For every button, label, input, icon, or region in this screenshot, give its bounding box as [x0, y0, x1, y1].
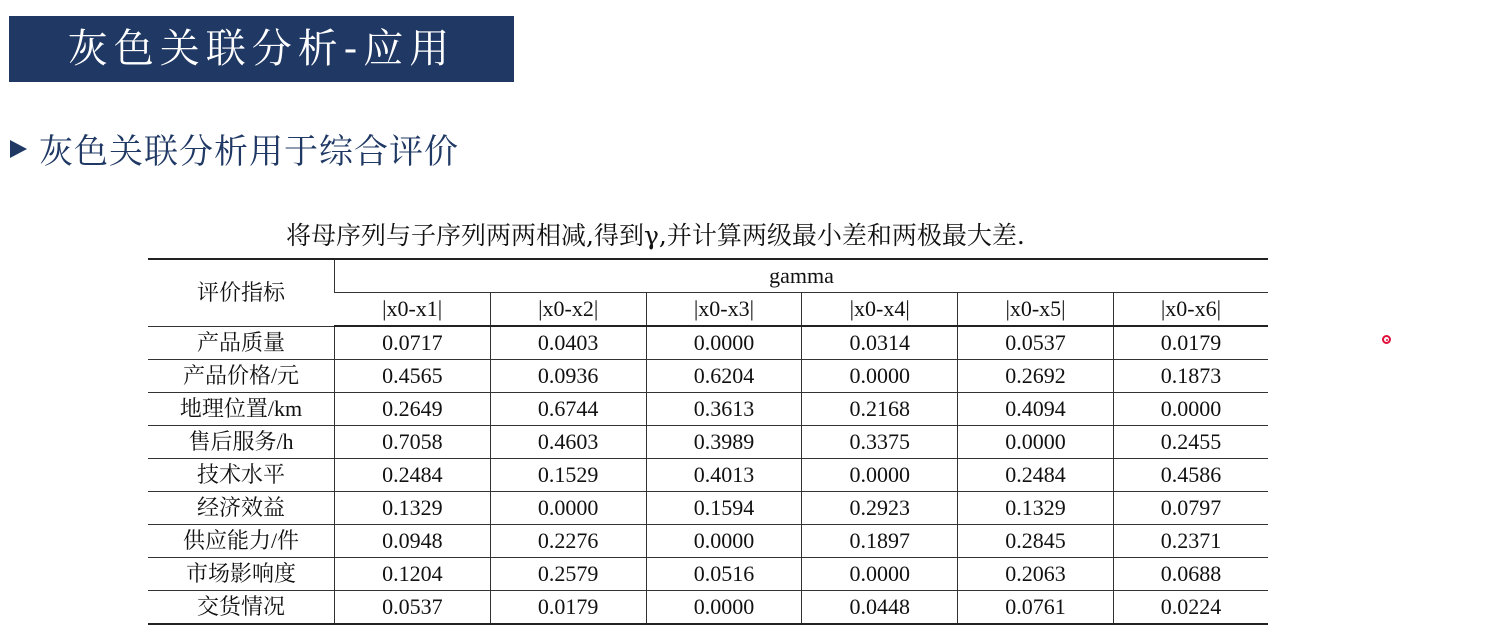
- table-cell: 0.4013: [646, 459, 802, 492]
- table-row: [148, 558, 1268, 591]
- table-row: [148, 326, 1268, 360]
- table-cell: 0.0516: [646, 558, 802, 591]
- column-header: |x0-x3|: [646, 293, 802, 327]
- table-cell: 0.1897: [802, 525, 958, 558]
- table-cell: 0.0537: [958, 326, 1114, 360]
- row-label: 售后服务/h: [148, 426, 335, 459]
- row-label: 供应能力/件: [148, 525, 335, 558]
- table-cell: 0.0717: [335, 326, 491, 360]
- table-cell: 0.7058: [335, 426, 491, 459]
- column-header: |x0-x1|: [335, 293, 491, 327]
- cursor-dot-icon: [1382, 335, 1391, 344]
- table-row: [148, 360, 1268, 393]
- table-cell: 0.0000: [646, 591, 802, 625]
- slide-title: 灰色关联分析-应用: [67, 26, 456, 72]
- table-body: [148, 326, 1268, 624]
- title-banner: [9, 16, 514, 82]
- section-heading: [10, 126, 459, 170]
- table-cell: 0.0179: [490, 591, 646, 625]
- table-cell: 0.2692: [958, 360, 1114, 393]
- table-row: [148, 426, 1268, 459]
- table-cell: 0.0000: [802, 558, 958, 591]
- table-cell: 0.2923: [802, 492, 958, 525]
- table-cell: 0.1873: [1113, 360, 1268, 393]
- table-cell: 0.0179: [1113, 326, 1268, 360]
- table-row: [148, 525, 1268, 558]
- table-cell: 0.2276: [490, 525, 646, 558]
- table-cell: 0.0761: [958, 591, 1114, 625]
- table-cell: 0.3613: [646, 393, 802, 426]
- table-cell: 0.0314: [802, 326, 958, 360]
- table-cell: 0.0403: [490, 326, 646, 360]
- table-cell: 0.0948: [335, 525, 491, 558]
- row-label: 市场影响度: [148, 558, 335, 591]
- gamma-table: [148, 258, 1268, 625]
- table-cell: 0.0448: [802, 591, 958, 625]
- table-cell: 0.0688: [1113, 558, 1268, 591]
- table-cell: 0.6744: [490, 393, 646, 426]
- row-header-cell: 评价指标: [148, 259, 335, 326]
- table-cell: 0.6204: [646, 360, 802, 393]
- table-cell: 0.3989: [646, 426, 802, 459]
- table-cell: 0.2168: [802, 393, 958, 426]
- table-cell: 0.0000: [646, 525, 802, 558]
- table-caption: 将母序列与子序列两两相减,得到γ,并计算两级最小差和两极最大差.: [286, 221, 1025, 250]
- table-cell: 0.1594: [646, 492, 802, 525]
- group-header-cell: gamma: [335, 259, 1269, 293]
- row-label: 技术水平: [148, 459, 335, 492]
- table-cell: 0.4094: [958, 393, 1114, 426]
- table-cell: 0.2455: [1113, 426, 1268, 459]
- table-cell: 0.0000: [490, 492, 646, 525]
- table-cell: 0.0000: [958, 426, 1114, 459]
- table-cell: 0.1329: [958, 492, 1114, 525]
- column-header: |x0-x5|: [958, 293, 1114, 327]
- table-cell: 0.2579: [490, 558, 646, 591]
- table-cell: 0.2371: [1113, 525, 1268, 558]
- table-cell: 0.2484: [335, 459, 491, 492]
- section-heading-text: 灰色关联分析用于综合评价: [39, 131, 459, 172]
- table-cell: 0.1529: [490, 459, 646, 492]
- table-cell: 0.4586: [1113, 459, 1268, 492]
- table-cell: 0.4603: [490, 426, 646, 459]
- table-cell: 0.0537: [335, 591, 491, 625]
- table-cell: 0.1204: [335, 558, 491, 591]
- table-cell: 0.0797: [1113, 492, 1268, 525]
- table-row: [148, 591, 1268, 625]
- table-cell: 0.0000: [1113, 393, 1268, 426]
- table-row: [148, 492, 1268, 525]
- table-cell: 0.0000: [646, 326, 802, 360]
- row-label: 地理位置/km: [148, 393, 335, 426]
- column-header: |x0-x2|: [490, 293, 646, 327]
- column-header: |x0-x6|: [1113, 293, 1268, 327]
- table-cell: 0.0936: [490, 360, 646, 393]
- table-cell: 0.3375: [802, 426, 958, 459]
- table-cell: 0.2845: [958, 525, 1114, 558]
- column-header: |x0-x4|: [802, 293, 958, 327]
- table-cell: 0.2484: [958, 459, 1114, 492]
- table-cell: 0.2649: [335, 393, 491, 426]
- table-row: [148, 393, 1268, 426]
- row-label: 经济效益: [148, 492, 335, 525]
- table-cell: 0.2063: [958, 558, 1114, 591]
- table-cell: 0.1329: [335, 492, 491, 525]
- triangle-bullet-icon: [10, 140, 27, 158]
- table-cell: 0.0000: [802, 459, 958, 492]
- table-cell: 0.0000: [802, 360, 958, 393]
- table-cell: 0.0224: [1113, 591, 1268, 625]
- table-cell: 0.4565: [335, 360, 491, 393]
- row-label: 产品价格/元: [148, 360, 335, 393]
- table-row: [148, 459, 1268, 492]
- row-label: 产品质量: [148, 326, 335, 360]
- row-label: 交货情况: [148, 591, 335, 625]
